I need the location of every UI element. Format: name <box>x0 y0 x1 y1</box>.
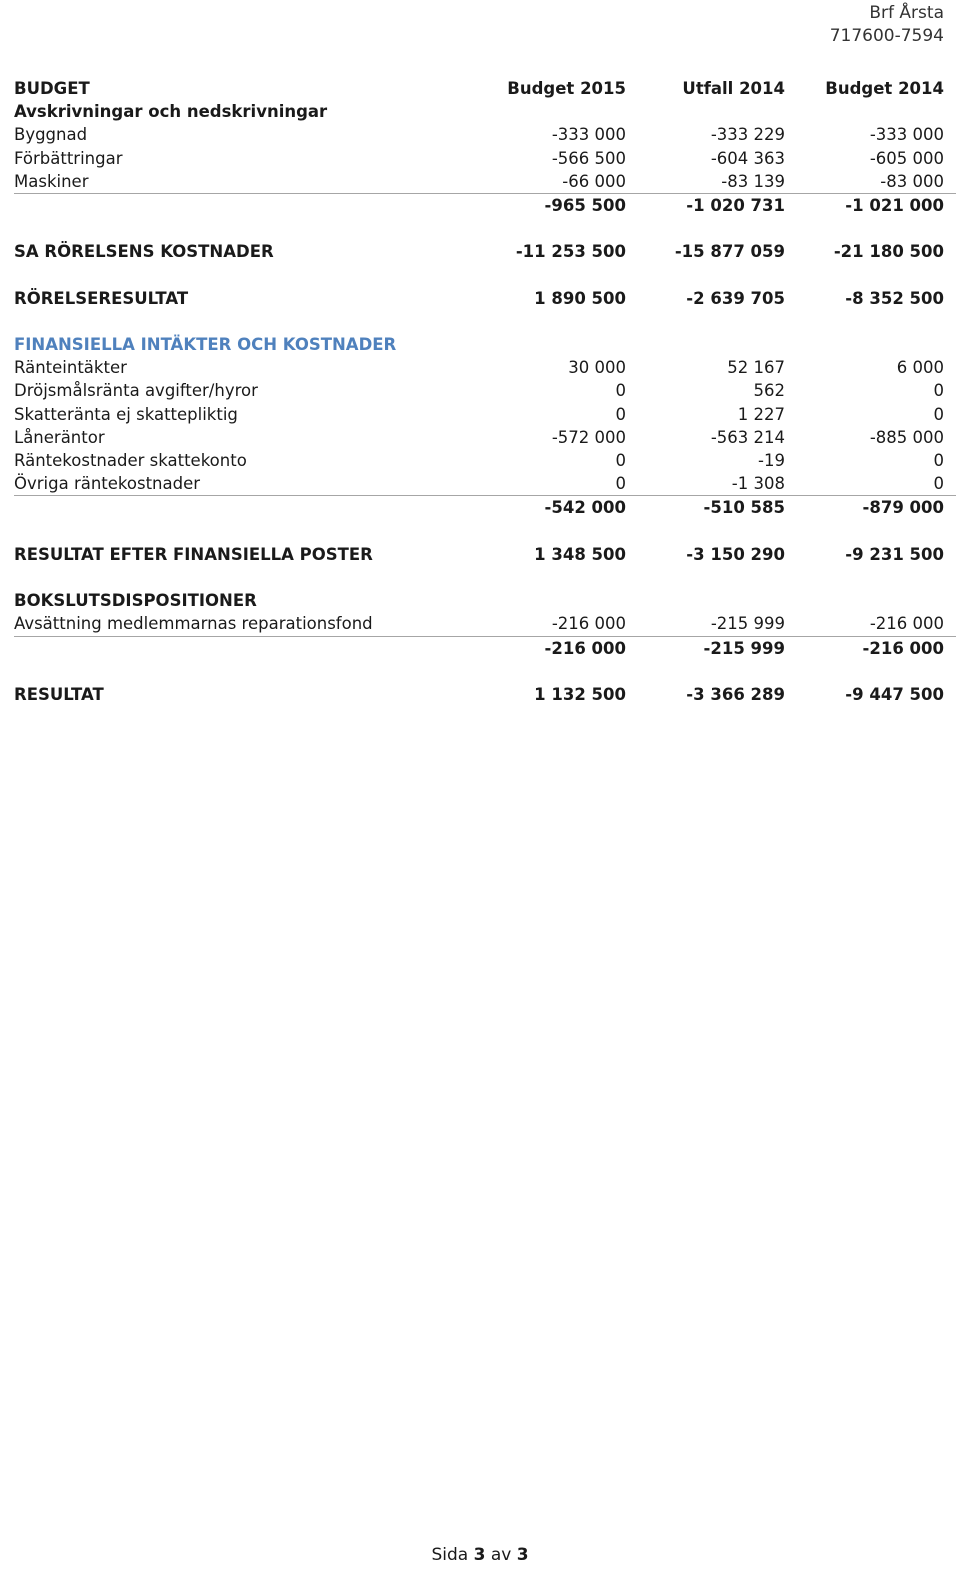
subtotal-c3: -216 000 <box>862 638 944 658</box>
row-value-c3: 6 000 <box>896 358 944 378</box>
table-row <box>14 472 956 496</box>
row-value-c2: -333 229 <box>710 125 785 145</box>
row-value-c1: 30 000 <box>568 358 626 378</box>
row-value-c1: -572 000 <box>551 427 626 447</box>
row-value-c3: -9 447 500 <box>845 684 944 704</box>
row-value-c1: -216 000 <box>551 614 626 634</box>
org-name: Brf Årsta <box>869 3 944 23</box>
row-value-c3: -216 000 <box>869 614 944 634</box>
row-value-c2: -3 150 290 <box>686 544 785 564</box>
row-value-c3: -333 000 <box>869 125 944 145</box>
subtotal-c1: -216 000 <box>544 638 626 658</box>
table-row <box>14 612 956 636</box>
subtotal-c2: -1 020 731 <box>686 195 785 215</box>
row-value-c1: 1 132 500 <box>534 684 626 704</box>
total-row-operating-result <box>14 287 956 310</box>
row-value-c2: -604 363 <box>710 148 785 168</box>
row-value-c1: 0 <box>615 381 626 401</box>
total-row-result <box>14 683 956 706</box>
row-label: Ränteintäkter <box>14 358 127 378</box>
org-header <box>830 2 944 48</box>
row-label: Räntekostnader skattekonto <box>14 451 247 470</box>
row-label: Förbättringar <box>14 148 123 168</box>
section-title-text: BOKSLUTSDISPOSITIONER <box>14 591 257 611</box>
row-label: Övriga räntekostnader <box>14 474 201 494</box>
row-label: RÖRELSERESULTAT <box>14 288 189 308</box>
row-value-c2: 1 227 <box>737 404 785 424</box>
row-value-c3: -8 352 500 <box>845 288 944 308</box>
row-value-c3: 0 <box>933 404 944 424</box>
section-title-text: Avskrivningar och nedskrivningar <box>14 102 328 122</box>
total-page-count: 3 <box>516 1545 529 1565</box>
row-value-c2: -2 639 705 <box>686 288 785 308</box>
subtotal-c3: -879 000 <box>862 498 944 518</box>
total-row-operating-costs <box>14 240 956 263</box>
section-title-appropriations <box>14 589 956 612</box>
subtotal-row-financial <box>14 496 956 519</box>
spacer <box>14 520 956 543</box>
section-title-financial <box>14 333 956 356</box>
table-row <box>14 379 956 402</box>
col-header-budget-2014: Budget 2014 <box>825 79 944 98</box>
row-value-c3: 0 <box>933 474 944 494</box>
section-title-text: FINANSIELLA INTÄKTER OCH KOSTNADER <box>14 335 397 355</box>
row-value-c3: 0 <box>933 381 944 401</box>
table-row <box>14 123 956 146</box>
spacer <box>14 264 956 287</box>
row-label: Skatteränta ej skattepliktig <box>14 404 238 424</box>
spacer <box>14 566 956 589</box>
row-value-c1: -566 500 <box>551 148 626 168</box>
table-header-row <box>14 77 956 100</box>
row-value-c1: -333 000 <box>551 125 626 145</box>
page-separator: av <box>490 1545 512 1565</box>
row-value-c3: -9 231 500 <box>845 544 944 564</box>
budget-table <box>14 77 956 706</box>
spacer <box>14 660 956 683</box>
row-value-c3: 0 <box>933 451 944 470</box>
row-value-c3: -605 000 <box>869 148 944 168</box>
row-value-c2: 562 <box>753 381 785 401</box>
table-row <box>14 356 956 379</box>
row-value-c2: -19 <box>758 451 785 470</box>
row-label: Låneräntor <box>14 427 105 447</box>
row-value-c1: 0 <box>615 451 626 470</box>
row-value-c2: -215 999 <box>710 614 785 634</box>
row-value-c3: -885 000 <box>869 427 944 447</box>
table-row <box>14 170 956 194</box>
row-label: Byggnad <box>14 125 88 145</box>
row-value-c3: -83 000 <box>880 171 944 191</box>
col-header-budget-2015: Budget 2015 <box>507 79 626 98</box>
spacer <box>14 310 956 333</box>
row-value-c1: 1 348 500 <box>534 544 626 564</box>
row-value-c1: 0 <box>615 474 626 494</box>
spacer <box>14 217 956 240</box>
current-page-number: 3 <box>473 1545 486 1565</box>
row-value-c1: 0 <box>615 404 626 424</box>
row-value-c3: -21 180 500 <box>833 242 944 262</box>
row-label: RESULTAT <box>14 684 104 704</box>
table-row <box>14 403 956 426</box>
subtotal-row-appropriations <box>14 637 956 660</box>
row-value-c2: -83 139 <box>721 171 785 191</box>
col-header-utfall-2014: Utfall 2014 <box>682 79 785 98</box>
page-footer <box>0 1545 960 1565</box>
subtotal-row-depreciation <box>14 194 956 217</box>
subtotal-c2: -215 999 <box>703 638 785 658</box>
row-label: Dröjsmålsränta avgifter/hyror <box>14 381 258 401</box>
row-value-c1: -66 000 <box>562 171 626 191</box>
page-label: Sida <box>431 1545 469 1565</box>
table-row <box>14 147 956 170</box>
row-value-c1: -11 253 500 <box>515 242 626 262</box>
row-label: SA RÖRELSENS KOSTNADER <box>14 242 274 262</box>
table-title: BUDGET <box>14 79 90 98</box>
subtotal-c1: -542 000 <box>544 498 626 518</box>
table-row <box>14 426 956 449</box>
table-row <box>14 449 956 472</box>
row-value-c2: 52 167 <box>727 358 785 378</box>
total-row-result-after-financial <box>14 543 956 566</box>
subtotal-c3: -1 021 000 <box>845 195 944 215</box>
row-value-c2: -1 308 <box>731 474 785 494</box>
row-value-c2: -563 214 <box>710 427 785 447</box>
subtotal-c2: -510 585 <box>703 498 785 518</box>
org-number: 717600-7594 <box>829 26 944 46</box>
row-value-c2: -15 877 059 <box>674 242 785 262</box>
row-label: RESULTAT EFTER FINANSIELLA POSTER <box>14 544 373 564</box>
row-value-c1: 1 890 500 <box>534 288 626 308</box>
row-value-c2: -3 366 289 <box>686 684 785 704</box>
row-label: Maskiner <box>14 171 89 191</box>
subtotal-c1: -965 500 <box>544 195 626 215</box>
row-label: Avsättning medlemmarnas reparationsfond <box>14 614 373 634</box>
section-title-depreciation <box>14 100 956 123</box>
